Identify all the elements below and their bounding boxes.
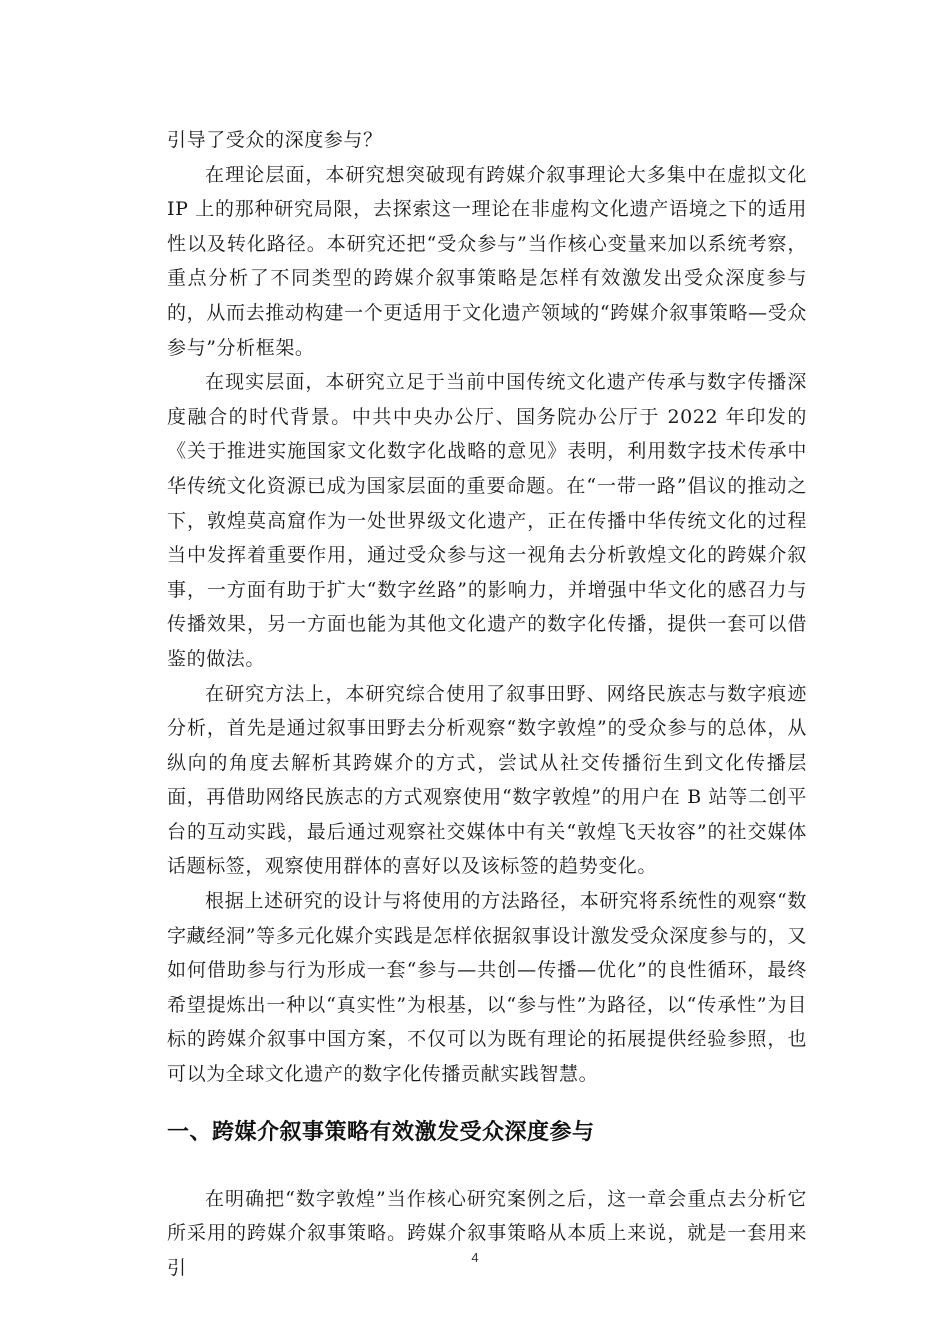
paragraph-design: 根据上述研究的设计与将使用的方法路径，本研究将系统性的观察“数字藏经洞”等多元化媒介实践是怎样依据叙事设计激发受众深度参与的，又如何借助参与行为形成一套“参与—共创—传播—优化”的良性循环，最终希望提炼出一种以“真实性”为根基，以“参与性”为路径，以“传承性”为目标的跨媒介叙事中国方案，不仅可以为既有理论的拓展提供经验参照，也可以为全球文化遗产的数字化传播贡献实践智慧。 bbox=[167, 890, 807, 1086]
document-body bbox=[167, 123, 807, 1285]
paragraph-theory: 在理论层面，本研究想突破现有跨媒介叙事理论大多集中在虚拟文化 IP 上的那种研究局限，去探索这一理论在非虚构文化遗产语境之下的适用性以及转化路径。本研究还把“受众参与”当作核心变量来加以系统考察，重点分析了不同类型的跨媒介叙事策略是怎样有效激发出受众深度参与的，从而去推动构建一个更适用于文化遗产领域的“跨媒介叙事策略—受众参与”分析框架。 bbox=[167, 163, 807, 359]
section-paragraph: 在明确把“数字敦煌”当作核心研究案例之后，这一章会重点去分析它所采用的跨媒介叙事策略。跨媒介叙事策略从本质上来说，就是一套用来引 bbox=[167, 1187, 807, 1279]
paragraph-practice: 在现实层面，本研究立足于当前中国传统文化遗产传承与数字传播深度融合的时代背景。中共中央办公厅、国务院办公厅于 2022 年印发的《关于推进实施国家文化数字化战略的意见》表明，利用数字技术传承中华传统文化资源已成为国家层面的重要命题。在“一带一路”倡议的推动之下，敦煌莫高窟作为一处世界级文化遗产，正在传播中华传统文化的过程当中发挥着重要作用，通过受众参与这一视角去分析敦煌文化的跨媒介叙事，一方面有助于扩大“数字丝路”的影响力，并增强中华文化的感召力与传播效果，另一方面也能为其他文化遗产的数字化传播，提供一套可以借鉴的做法。 bbox=[167, 371, 807, 670]
paragraph-methods: 在研究方法上，本研究综合使用了叙事田野、网络民族志与数字痕迹分析，首先是通过叙事田野去分析观察“数字敦煌”的受众参与的总体，从纵向的角度去解析其跨媒介的方式，尝试从社交传播衍生到文化传播层面，再借助网络民族志的方式观察使用“数字敦煌”的用户在 B 站等二创平台的互动实践，最后通过观察社交媒体中有关“敦煌飞天妆容”的社交媒体话题标签，观察使用群体的喜好以及该标签的趋势变化。 bbox=[167, 682, 807, 878]
paragraph-continuation: 引导了受众的深度参与？ bbox=[167, 129, 383, 151]
page-number: 4 bbox=[471, 1250, 479, 1265]
section-heading: 一、跨媒介叙事策略有效激发受众深度参与 bbox=[167, 1119, 595, 1145]
